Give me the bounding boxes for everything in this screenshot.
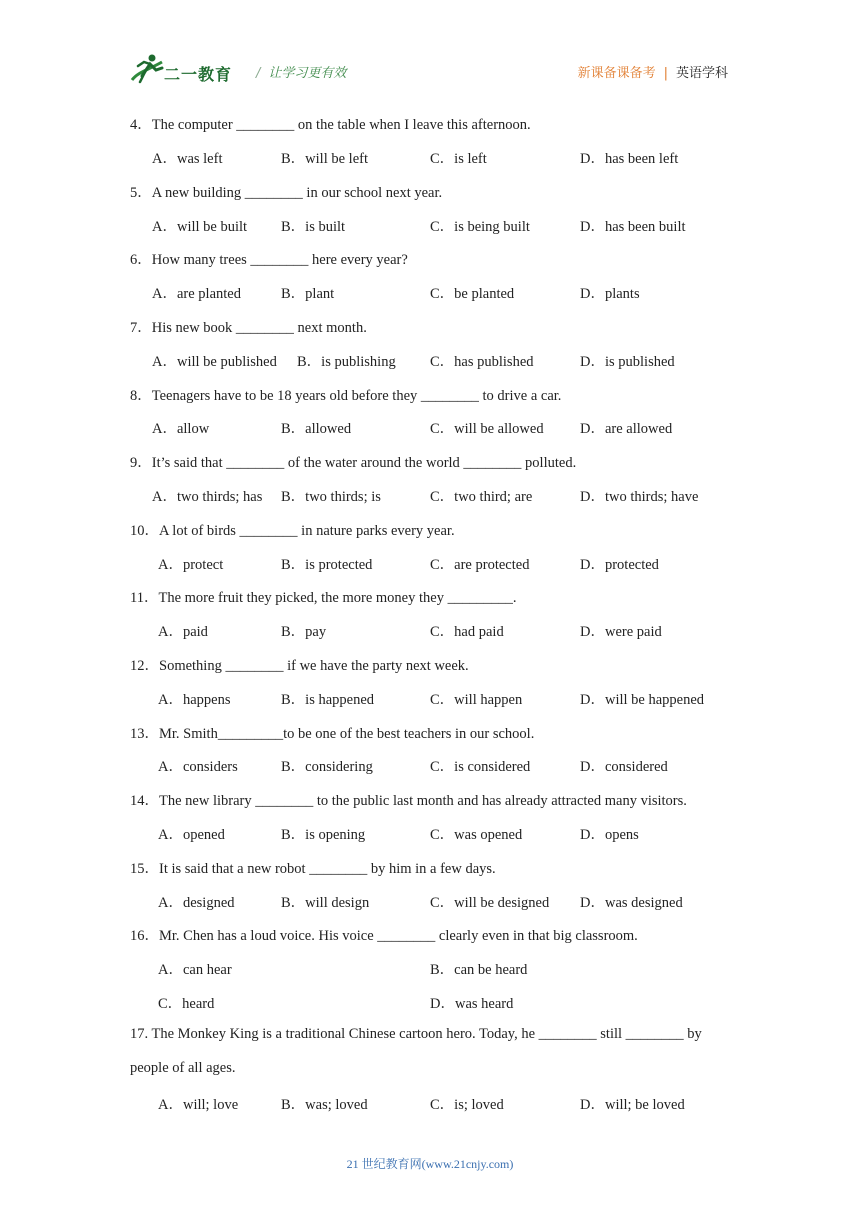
brand-subject: 英语学科: [675, 66, 728, 81]
logo-text: 二一教育: [164, 65, 233, 84]
question-6: 6．How many trees ________ here every year?: [130, 252, 408, 268]
q10-option-b[interactable]: B．is protected: [281, 557, 373, 573]
page-footer[interactable]: 21 世纪教育网(www.21cnjy.com): [346, 1157, 514, 1171]
question-16: 16．Mr. Chen has a loud voice. His voice ________ clearly even in that big classroom.: [130, 928, 638, 944]
q14-option-c[interactable]: C．was opened: [430, 827, 523, 843]
q7-option-b[interactable]: B．is publishing: [297, 354, 396, 370]
q12-option-d[interactable]: D．will be happened: [580, 692, 705, 708]
q13-option-c[interactable]: C．is considered: [430, 759, 531, 775]
q4-option-a[interactable]: A．was left: [152, 151, 223, 167]
q5-option-d[interactable]: D．has been built: [580, 219, 686, 235]
q16-option-d[interactable]: D．was heard: [430, 996, 514, 1012]
question-7: 7．His new book ________ next month.: [130, 320, 367, 336]
q8-option-a[interactable]: A．allow: [152, 421, 210, 437]
question-10: 10．A lot of birds ________ in nature parks every year.: [130, 523, 455, 539]
q15-option-d[interactable]: D．was designed: [580, 895, 683, 911]
page-header: [128, 52, 728, 92]
q4-option-d[interactable]: D．has been left: [580, 151, 679, 167]
q9-option-c[interactable]: C．two third; are: [430, 489, 533, 505]
q11-option-d[interactable]: D．were paid: [580, 624, 662, 640]
q6-option-b[interactable]: B．plant: [281, 286, 335, 302]
q11-option-b[interactable]: B．pay: [281, 624, 327, 640]
q5-option-b[interactable]: B．is built: [281, 219, 346, 235]
question-14: 14．The new library ________ to the public last month and has already attracted many visitors.: [130, 793, 687, 809]
q17-option-c[interactable]: C．is; loved: [430, 1097, 504, 1113]
q15-option-c[interactable]: C．will be designed: [430, 895, 550, 911]
q9-option-b[interactable]: B．two thirds; is: [281, 489, 381, 505]
q7-option-d[interactable]: D．is published: [580, 354, 675, 370]
q7-option-c[interactable]: C．has published: [430, 354, 534, 370]
question-9: 9．It’s said that ________ of the water around the world ________ polluted.: [130, 455, 577, 471]
q12-option-a[interactable]: A．happens: [158, 692, 231, 708]
q9-option-d[interactable]: D．two thirds; have: [580, 489, 699, 505]
q6-option-c[interactable]: C．be planted: [430, 286, 515, 302]
q14-option-a[interactable]: A．opened: [158, 827, 225, 843]
question-12: 12．Something ________ if we have the party next week.: [130, 658, 469, 674]
q12-option-c[interactable]: C．will happen: [430, 692, 523, 708]
question-15: 15．It is said that a new robot ________ by him in a few days.: [130, 861, 496, 877]
q13-option-d[interactable]: D．considered: [580, 759, 668, 775]
question-4: 4．The computer ________ on the table when I leave this afternoon.: [130, 117, 531, 133]
slogan-slash: /: [256, 66, 261, 81]
slogan: [256, 62, 346, 81]
brand-course: 新课备课备考: [577, 66, 656, 81]
question-11: 11．The more fruit they picked, the more money they _________.: [130, 590, 517, 606]
q17-option-b[interactable]: B．was; loved: [281, 1097, 368, 1113]
q5-option-a[interactable]: A．will be built: [152, 219, 248, 235]
q6-option-a[interactable]: A．are planted: [152, 286, 241, 302]
q12-option-b[interactable]: B．is happened: [281, 692, 375, 708]
slogan-text: 让学习更有效: [268, 66, 347, 81]
question-17-line-2: people of all ages.: [130, 1060, 236, 1076]
question-17-line-1: 17. The Monkey King is a traditional Chinese cartoon hero. Today, he ________ still ________ by: [130, 1026, 702, 1042]
q16-option-a[interactable]: A．can hear: [158, 962, 232, 978]
q10-option-c[interactable]: C．are protected: [430, 557, 530, 573]
q9-option-a[interactable]: A．two thirds; has: [152, 489, 263, 505]
question-13: 13．Mr. Smith_________to be one of the best teachers in our school.: [130, 726, 535, 742]
brand-separator: |: [663, 66, 668, 81]
brand-label: [578, 62, 728, 81]
q15-option-a[interactable]: A．designed: [158, 895, 235, 911]
q8-option-b[interactable]: B．allowed: [281, 421, 352, 437]
question-8: 8．Teenagers have to be 18 years old before they ________ to drive a car.: [130, 388, 562, 404]
q8-option-d[interactable]: D．are allowed: [580, 421, 673, 437]
q17-option-a[interactable]: A．will; love: [158, 1097, 239, 1113]
runner-logo-icon: [128, 52, 168, 88]
logo: [128, 52, 240, 88]
q5-option-c[interactable]: C．is being built: [430, 219, 530, 235]
q10-option-d[interactable]: D．protected: [580, 557, 659, 573]
q11-option-a[interactable]: A．paid: [158, 624, 208, 640]
q11-option-c[interactable]: C．had paid: [430, 624, 504, 640]
q16-option-b[interactable]: B．can be heard: [430, 962, 528, 978]
q10-option-a[interactable]: A．protect: [158, 557, 224, 573]
q8-option-c[interactable]: C．will be allowed: [430, 421, 544, 437]
q15-option-b[interactable]: B．will design: [281, 895, 370, 911]
q17-option-d[interactable]: D．will; be loved: [580, 1097, 685, 1113]
question-5: 5．A new building ________ in our school next year.: [130, 185, 443, 201]
q14-option-b[interactable]: B．is opening: [281, 827, 366, 843]
q14-option-d[interactable]: D．opens: [580, 827, 639, 843]
q13-option-b[interactable]: B．considering: [281, 759, 373, 775]
q6-option-d[interactable]: D．plants: [580, 286, 640, 302]
q4-option-b[interactable]: B．will be left: [281, 151, 368, 167]
q4-option-c[interactable]: C．is left: [430, 151, 487, 167]
q13-option-a[interactable]: A．considers: [158, 759, 238, 775]
q7-option-a[interactable]: A．will be published: [152, 354, 277, 370]
q16-option-c[interactable]: C．heard: [158, 996, 215, 1012]
